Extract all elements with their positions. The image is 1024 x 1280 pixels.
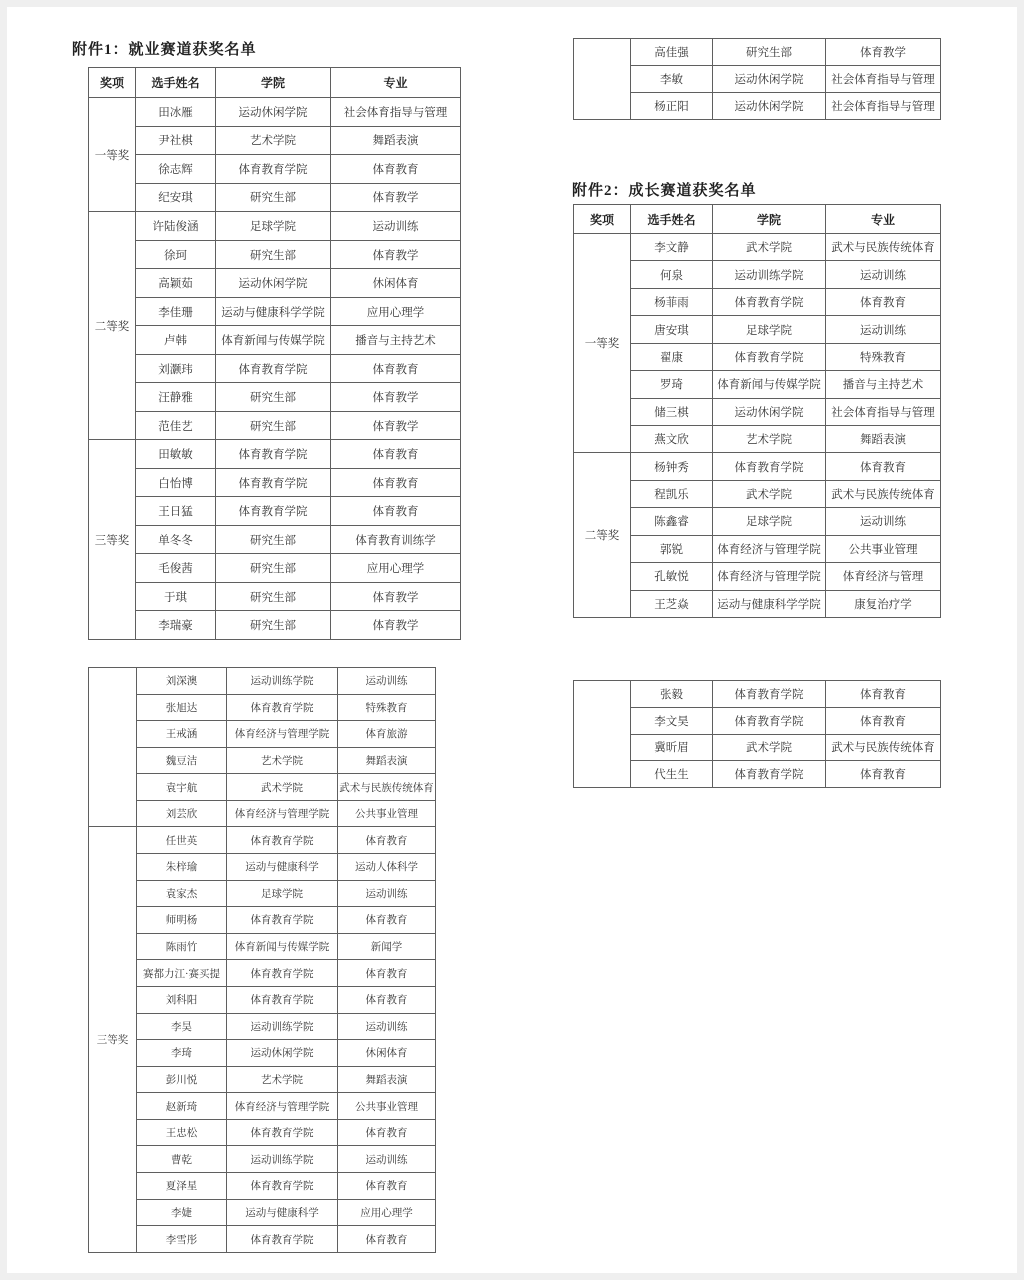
name-cell: 翟康 bbox=[631, 343, 713, 370]
name-cell: 李瑞豪 bbox=[136, 611, 216, 640]
college-cell: 武术学院 bbox=[713, 734, 826, 761]
table-row bbox=[89, 497, 461, 526]
name-cell: 高佳强 bbox=[631, 39, 713, 66]
header-cell: 学院 bbox=[713, 205, 826, 234]
major-cell: 体育教育 bbox=[338, 907, 436, 934]
major-cell: 武术与民族传统体育 bbox=[826, 234, 941, 261]
name-cell: 赛都力江·赛买提 bbox=[137, 960, 227, 987]
table-row bbox=[89, 183, 461, 212]
college-cell: 体育经济与管理学院 bbox=[227, 1093, 338, 1120]
major-cell: 舞蹈表演 bbox=[331, 126, 461, 155]
name-cell: 纪安琪 bbox=[136, 183, 216, 212]
attachment2-final-table bbox=[573, 680, 941, 788]
table-row bbox=[89, 468, 461, 497]
name-cell: 唐安琪 bbox=[631, 316, 713, 343]
college-cell: 运动与健康科学 bbox=[227, 1199, 338, 1226]
name-cell: 刘芸欣 bbox=[137, 800, 227, 827]
table-row bbox=[574, 234, 941, 261]
name-cell: 袁家杰 bbox=[137, 880, 227, 907]
name-cell: 王日猛 bbox=[136, 497, 216, 526]
name-cell: 杨菲雨 bbox=[631, 288, 713, 315]
college-cell: 运动休闲学院 bbox=[227, 1040, 338, 1067]
college-cell: 研究生部 bbox=[216, 240, 331, 269]
name-cell: 魏豆洁 bbox=[137, 747, 227, 774]
major-cell: 体育教学 bbox=[331, 611, 461, 640]
table-row bbox=[89, 212, 461, 241]
college-cell: 体育新闻与传媒学院 bbox=[713, 371, 826, 398]
name-cell: 陈鑫睿 bbox=[631, 508, 713, 535]
college-cell: 研究生部 bbox=[216, 611, 331, 640]
college-cell: 武术学院 bbox=[713, 234, 826, 261]
attachment1-continuation-table bbox=[573, 38, 941, 120]
major-cell: 体育教学 bbox=[331, 411, 461, 440]
table-row bbox=[89, 440, 461, 469]
header-cell: 奖项 bbox=[89, 68, 136, 98]
major-cell: 运动训练 bbox=[338, 668, 436, 695]
table-row bbox=[574, 39, 941, 66]
name-cell: 杨正阳 bbox=[631, 93, 713, 120]
major-cell: 播音与主持艺术 bbox=[331, 326, 461, 355]
name-cell: 王芝焱 bbox=[631, 590, 713, 617]
table-row bbox=[89, 668, 436, 695]
award-cell: 一等奖 bbox=[89, 98, 136, 212]
major-cell: 应用心理学 bbox=[331, 554, 461, 583]
header-cell: 专业 bbox=[331, 68, 461, 98]
college-cell: 运动训练学院 bbox=[227, 1146, 338, 1173]
college-cell: 体育教育学院 bbox=[227, 827, 338, 854]
college-cell: 足球学院 bbox=[713, 316, 826, 343]
table-row bbox=[89, 1013, 436, 1040]
award-cell: 二等奖 bbox=[574, 453, 631, 618]
name-cell: 卢韩 bbox=[136, 326, 216, 355]
name-cell: 白怡博 bbox=[136, 468, 216, 497]
major-cell: 社会体育指导与管理 bbox=[331, 98, 461, 127]
college-cell: 运动休闲学院 bbox=[713, 93, 826, 120]
table-row bbox=[89, 986, 436, 1013]
name-cell: 李文静 bbox=[631, 234, 713, 261]
major-cell: 运动训练 bbox=[826, 508, 941, 535]
attachment2-table bbox=[573, 204, 941, 618]
header-cell: 专业 bbox=[826, 205, 941, 234]
major-cell: 舞蹈表演 bbox=[338, 1066, 436, 1093]
table-row bbox=[89, 1199, 436, 1226]
major-cell: 运动训练 bbox=[338, 1013, 436, 1040]
major-cell: 体育教学 bbox=[331, 582, 461, 611]
table-row bbox=[574, 453, 941, 480]
major-cell: 特殊教育 bbox=[338, 694, 436, 721]
major-cell: 新闻学 bbox=[338, 933, 436, 960]
college-cell: 体育经济与管理学院 bbox=[713, 535, 826, 562]
major-cell: 体育教育 bbox=[338, 960, 436, 987]
table-row bbox=[89, 126, 461, 155]
college-cell: 武术学院 bbox=[713, 480, 826, 507]
major-cell: 康复治疗学 bbox=[826, 590, 941, 617]
college-cell: 足球学院 bbox=[216, 212, 331, 241]
major-cell: 休闲体育 bbox=[338, 1040, 436, 1067]
name-cell: 王戒涵 bbox=[137, 721, 227, 748]
name-cell: 李佳珊 bbox=[136, 297, 216, 326]
header-cell: 选手姓名 bbox=[631, 205, 713, 234]
name-cell: 任世英 bbox=[137, 827, 227, 854]
name-cell: 彭川悦 bbox=[137, 1066, 227, 1093]
table-row bbox=[89, 411, 461, 440]
table-row bbox=[89, 269, 461, 298]
major-cell: 体育教育 bbox=[826, 761, 941, 788]
name-cell: 徐志辉 bbox=[136, 155, 216, 184]
name-cell: 李婕 bbox=[137, 1199, 227, 1226]
table-row bbox=[89, 297, 461, 326]
major-cell: 体育经济与管理 bbox=[826, 563, 941, 590]
name-cell: 陈雨竹 bbox=[137, 933, 227, 960]
award-cell: 三等奖 bbox=[89, 440, 136, 640]
award-cell: 二等奖 bbox=[89, 212, 136, 440]
attachment1-table bbox=[88, 67, 461, 640]
major-cell: 体育教学 bbox=[331, 383, 461, 412]
major-cell: 运动训练 bbox=[826, 261, 941, 288]
name-cell: 师明杨 bbox=[137, 907, 227, 934]
table-row bbox=[89, 747, 436, 774]
college-cell: 体育教育学院 bbox=[227, 1172, 338, 1199]
major-cell: 社会体育指导与管理 bbox=[826, 93, 941, 120]
major-cell: 体育教育训练学 bbox=[331, 525, 461, 554]
major-cell: 体育教育 bbox=[331, 497, 461, 526]
college-cell: 运动与健康科学学院 bbox=[216, 297, 331, 326]
college-cell: 运动训练学院 bbox=[227, 668, 338, 695]
name-cell: 李敏 bbox=[631, 66, 713, 93]
major-cell: 体育教育 bbox=[826, 288, 941, 315]
award-cell: 三等奖 bbox=[89, 827, 137, 1253]
college-cell: 艺术学院 bbox=[227, 1066, 338, 1093]
table-row bbox=[89, 800, 436, 827]
table-row bbox=[574, 681, 941, 708]
award-cell bbox=[574, 681, 631, 788]
table-row bbox=[89, 525, 461, 554]
college-cell: 体育教育学院 bbox=[713, 681, 826, 708]
major-cell: 休闲体育 bbox=[331, 269, 461, 298]
name-cell: 孔敏悦 bbox=[631, 563, 713, 590]
name-cell: 罗琦 bbox=[631, 371, 713, 398]
name-cell: 袁宇航 bbox=[137, 774, 227, 801]
major-cell: 体育教育 bbox=[338, 827, 436, 854]
major-cell: 体育教学 bbox=[331, 240, 461, 269]
major-cell: 体育教育 bbox=[331, 155, 461, 184]
college-cell: 体育教育学院 bbox=[713, 343, 826, 370]
college-cell: 运动与健康科学 bbox=[227, 854, 338, 881]
name-cell: 朱梓瑜 bbox=[137, 854, 227, 881]
header-row bbox=[89, 68, 461, 98]
table-row bbox=[89, 383, 461, 412]
college-cell: 运动休闲学院 bbox=[216, 269, 331, 298]
major-cell: 体育教育 bbox=[826, 707, 941, 734]
college-cell: 运动休闲学院 bbox=[713, 66, 826, 93]
college-cell: 体育教育学院 bbox=[227, 694, 338, 721]
name-cell: 田敏敏 bbox=[136, 440, 216, 469]
table-row bbox=[89, 1040, 436, 1067]
major-cell: 体育教学 bbox=[826, 39, 941, 66]
college-cell: 运动休闲学院 bbox=[216, 98, 331, 127]
major-cell: 运动训练 bbox=[826, 316, 941, 343]
table-row bbox=[89, 354, 461, 383]
name-cell: 单冬冬 bbox=[136, 525, 216, 554]
name-cell: 李昊 bbox=[137, 1013, 227, 1040]
name-cell: 毛俊茜 bbox=[136, 554, 216, 583]
major-cell: 应用心理学 bbox=[338, 1199, 436, 1226]
name-cell: 夏泽星 bbox=[137, 1172, 227, 1199]
college-cell: 体育新闻与传媒学院 bbox=[227, 933, 338, 960]
college-cell: 研究生部 bbox=[713, 39, 826, 66]
major-cell: 运动训练 bbox=[338, 880, 436, 907]
name-cell: 刘科阳 bbox=[137, 986, 227, 1013]
table-row bbox=[89, 774, 436, 801]
college-cell: 研究生部 bbox=[216, 411, 331, 440]
name-cell: 田冰雁 bbox=[136, 98, 216, 127]
college-cell: 体育新闻与传媒学院 bbox=[216, 326, 331, 355]
name-cell: 杨钟秀 bbox=[631, 453, 713, 480]
name-cell: 郭锐 bbox=[631, 535, 713, 562]
college-cell: 武术学院 bbox=[227, 774, 338, 801]
major-cell: 社会体育指导与管理 bbox=[826, 398, 941, 425]
college-cell: 研究生部 bbox=[216, 582, 331, 611]
table-row bbox=[89, 960, 436, 987]
table-row bbox=[89, 1093, 436, 1120]
name-cell: 燕文欣 bbox=[631, 425, 713, 452]
college-cell: 运动休闲学院 bbox=[713, 398, 826, 425]
major-cell: 体育教育 bbox=[338, 986, 436, 1013]
major-cell: 舞蹈表演 bbox=[338, 747, 436, 774]
major-cell: 武术与民族传统体育 bbox=[826, 480, 941, 507]
college-cell: 体育教育学院 bbox=[227, 907, 338, 934]
college-cell: 艺术学院 bbox=[227, 747, 338, 774]
name-cell: 程凯乐 bbox=[631, 480, 713, 507]
name-cell: 何泉 bbox=[631, 261, 713, 288]
table-row bbox=[89, 554, 461, 583]
major-cell: 运动训练 bbox=[331, 212, 461, 241]
name-cell: 李琦 bbox=[137, 1040, 227, 1067]
attachment2-continuation-table bbox=[88, 667, 436, 1253]
table-row bbox=[89, 1172, 436, 1199]
college-cell: 体育教育学院 bbox=[216, 440, 331, 469]
name-cell: 王忠松 bbox=[137, 1119, 227, 1146]
college-cell: 体育教育学院 bbox=[216, 497, 331, 526]
major-cell: 体育教育 bbox=[338, 1119, 436, 1146]
table-row bbox=[89, 98, 461, 127]
name-cell: 赵新琦 bbox=[137, 1093, 227, 1120]
major-cell: 体育教育 bbox=[338, 1172, 436, 1199]
major-cell: 播音与主持艺术 bbox=[826, 371, 941, 398]
college-cell: 体育教育学院 bbox=[216, 468, 331, 497]
college-cell: 体育经济与管理学院 bbox=[227, 800, 338, 827]
name-cell: 曹乾 bbox=[137, 1146, 227, 1173]
major-cell: 体育教育 bbox=[826, 453, 941, 480]
college-cell: 研究生部 bbox=[216, 383, 331, 412]
name-cell: 储三棋 bbox=[631, 398, 713, 425]
major-cell: 公共事业管理 bbox=[338, 800, 436, 827]
name-cell: 徐珂 bbox=[136, 240, 216, 269]
college-cell: 体育教育学院 bbox=[227, 1226, 338, 1253]
major-cell: 体育教育 bbox=[331, 440, 461, 469]
name-cell: 代生生 bbox=[631, 761, 713, 788]
college-cell: 研究生部 bbox=[216, 525, 331, 554]
college-cell: 艺术学院 bbox=[216, 126, 331, 155]
college-cell: 体育教育学院 bbox=[713, 761, 826, 788]
name-cell: 于琪 bbox=[136, 582, 216, 611]
college-cell: 艺术学院 bbox=[713, 425, 826, 452]
table-row bbox=[89, 240, 461, 269]
college-cell: 运动训练学院 bbox=[227, 1013, 338, 1040]
attachment2-title: 附件2：成长赛道获奖名单 bbox=[572, 183, 757, 199]
college-cell: 体育教育学院 bbox=[227, 960, 338, 987]
award-cell bbox=[574, 39, 631, 120]
table-row bbox=[89, 1226, 436, 1253]
name-cell: 冀昕眉 bbox=[631, 734, 713, 761]
name-cell: 范佳艺 bbox=[136, 411, 216, 440]
table-row bbox=[89, 933, 436, 960]
table-row bbox=[89, 1146, 436, 1173]
major-cell: 舞蹈表演 bbox=[826, 425, 941, 452]
name-cell: 刘灏玮 bbox=[136, 354, 216, 383]
table-row bbox=[89, 854, 436, 881]
major-cell: 体育教学 bbox=[331, 183, 461, 212]
college-cell: 研究生部 bbox=[216, 183, 331, 212]
major-cell: 武术与民族传统体育 bbox=[338, 774, 436, 801]
name-cell: 高颖茹 bbox=[136, 269, 216, 298]
college-cell: 体育教育学院 bbox=[713, 288, 826, 315]
college-cell: 体育教育学院 bbox=[713, 453, 826, 480]
name-cell: 尹社棋 bbox=[136, 126, 216, 155]
header-cell: 选手姓名 bbox=[136, 68, 216, 98]
table-row bbox=[89, 1119, 436, 1146]
college-cell: 体育教育学院 bbox=[227, 1119, 338, 1146]
major-cell: 运动训练 bbox=[338, 1146, 436, 1173]
table-row bbox=[89, 880, 436, 907]
major-cell: 运动人体科学 bbox=[338, 854, 436, 881]
major-cell: 体育教育 bbox=[826, 681, 941, 708]
college-cell: 足球学院 bbox=[713, 508, 826, 535]
name-cell: 张旭达 bbox=[137, 694, 227, 721]
table-row bbox=[89, 1066, 436, 1093]
table-row bbox=[89, 907, 436, 934]
major-cell: 社会体育指导与管理 bbox=[826, 66, 941, 93]
name-cell: 张毅 bbox=[631, 681, 713, 708]
major-cell: 公共事业管理 bbox=[826, 535, 941, 562]
table-row bbox=[89, 827, 436, 854]
major-cell: 应用心理学 bbox=[331, 297, 461, 326]
major-cell: 体育旅游 bbox=[338, 721, 436, 748]
award-cell: 一等奖 bbox=[574, 234, 631, 453]
name-cell: 刘深澳 bbox=[137, 668, 227, 695]
attachment1-title: 附件1：就业赛道获奖名单 bbox=[72, 42, 257, 58]
major-cell: 体育教育 bbox=[331, 468, 461, 497]
major-cell: 特殊教育 bbox=[826, 343, 941, 370]
college-cell: 足球学院 bbox=[227, 880, 338, 907]
award-cell bbox=[89, 668, 137, 827]
name-cell: 许陆俊涵 bbox=[136, 212, 216, 241]
header-cell: 奖项 bbox=[574, 205, 631, 234]
name-cell: 汪静雅 bbox=[136, 383, 216, 412]
college-cell: 体育教育学院 bbox=[713, 707, 826, 734]
college-cell: 体育经济与管理学院 bbox=[713, 563, 826, 590]
college-cell: 体育教育学院 bbox=[216, 354, 331, 383]
college-cell: 体育教育学院 bbox=[227, 986, 338, 1013]
name-cell: 李文昊 bbox=[631, 707, 713, 734]
table-row bbox=[89, 326, 461, 355]
header-row bbox=[574, 205, 941, 234]
table-row bbox=[89, 582, 461, 611]
college-cell: 研究生部 bbox=[216, 554, 331, 583]
college-cell: 运动与健康科学学院 bbox=[713, 590, 826, 617]
table-row bbox=[89, 694, 436, 721]
college-cell: 体育教育学院 bbox=[216, 155, 331, 184]
table-row bbox=[89, 155, 461, 184]
college-cell: 体育经济与管理学院 bbox=[227, 721, 338, 748]
table-row bbox=[89, 611, 461, 640]
major-cell: 公共事业管理 bbox=[338, 1093, 436, 1120]
name-cell: 李雪彤 bbox=[137, 1226, 227, 1253]
major-cell: 体育教育 bbox=[338, 1226, 436, 1253]
college-cell: 运动训练学院 bbox=[713, 261, 826, 288]
table-row bbox=[89, 721, 436, 748]
major-cell: 体育教育 bbox=[331, 354, 461, 383]
header-cell: 学院 bbox=[216, 68, 331, 98]
major-cell: 武术与民族传统体育 bbox=[826, 734, 941, 761]
